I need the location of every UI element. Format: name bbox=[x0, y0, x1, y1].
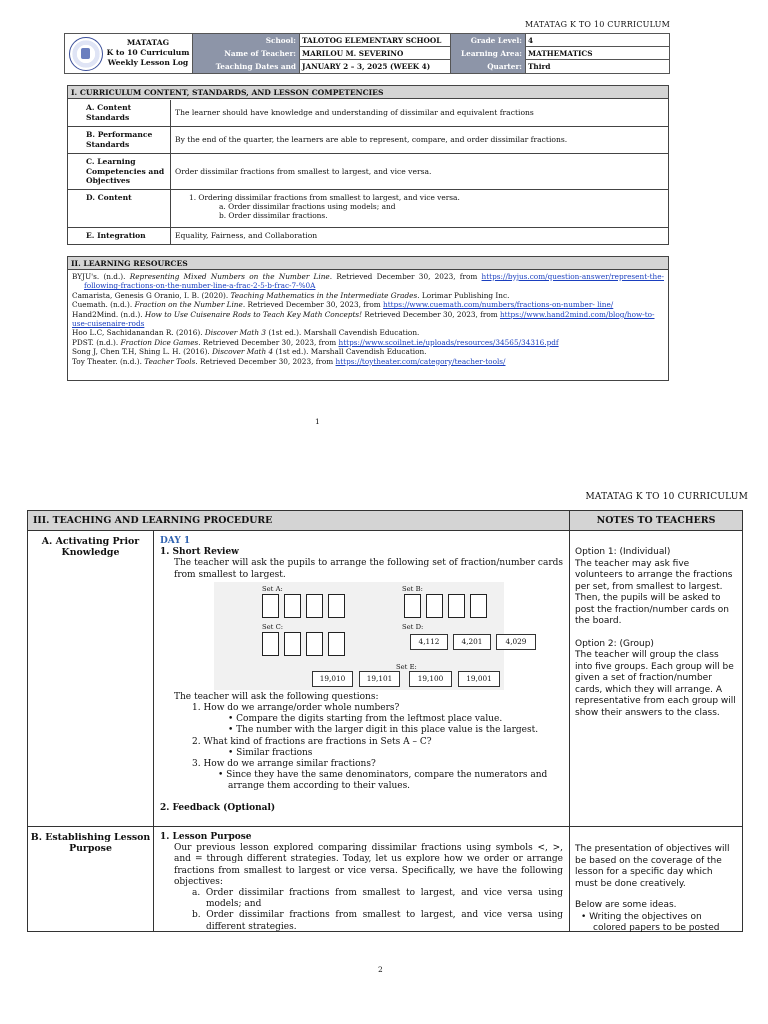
curriculum-header: MATATAG K TO 10 CURRICULUM bbox=[524, 20, 670, 29]
notes-title: NOTES TO TEACHERS bbox=[570, 511, 742, 531]
reference-author: BYJU's. (n.d.). bbox=[72, 272, 130, 281]
page-2 bbox=[0, 480, 768, 1024]
area-label: Learning Area: bbox=[451, 47, 525, 60]
row-key: D. Content bbox=[68, 190, 171, 227]
section-title: II. LEARNING RESOURCES bbox=[68, 257, 668, 270]
question: 3. How do we arrange similar fractions? bbox=[192, 759, 376, 770]
reference-item bbox=[72, 310, 664, 329]
school-value: TALOTOG ELEMENTARY SCHOOL bbox=[299, 34, 451, 47]
reference-title: Representing Mixed Numbers on the Number Line bbox=[129, 272, 330, 281]
fraction-card bbox=[284, 594, 301, 618]
reference-item bbox=[72, 328, 664, 337]
day-label: DAY 1 bbox=[160, 536, 191, 546]
row-value bbox=[171, 190, 668, 227]
reference-item bbox=[72, 347, 664, 356]
content-item: 1. Ordering dissimilar fractions from smallest to largest, and vice versa. bbox=[189, 193, 460, 202]
procedure-table bbox=[27, 510, 743, 932]
reference-details: . Retrieved December 30, 2023, from bbox=[242, 300, 384, 310]
fraction-card bbox=[306, 594, 323, 618]
note-paragraph: Option 2: (Group) bbox=[575, 638, 654, 649]
row-value: Equality, Fairness, and Collaboration bbox=[175, 231, 318, 241]
logo-line: MATATAG bbox=[126, 38, 170, 47]
reference-title: Fraction on the Number Line bbox=[134, 300, 243, 310]
activity-cell bbox=[154, 531, 570, 826]
reference-link[interactable]: https://www.cuemath.com/numbers/fractions-on-number- line/ bbox=[383, 300, 614, 310]
fraction-card bbox=[262, 594, 279, 618]
reference-item bbox=[72, 338, 664, 347]
content-item: b. Order dissimilar fractions. bbox=[219, 211, 328, 221]
header-row-dates bbox=[193, 60, 669, 84]
activating-prior-knowledge-row bbox=[28, 531, 742, 827]
performance-standards-row bbox=[68, 127, 668, 154]
notes-cell bbox=[570, 531, 742, 826]
reference-details: . Lorimar Publishing Inc. bbox=[417, 290, 510, 300]
review-intro: The teacher will ask the pupils to arrange the following set of fraction/number cards from smallest to largest. bbox=[174, 558, 563, 580]
objective: b. Order dissimilar fractions from smallest to largest, and vice versa using different strategies. bbox=[192, 910, 563, 932]
note-paragraph: The presentation of objectives will be based on the coverage of the lesson for a specific day which must be done creatively. bbox=[575, 844, 730, 889]
row-value: The learner should have knowledge and understanding of dissimilar and equivalent fractions bbox=[175, 108, 534, 118]
grade-label: Grade Level: bbox=[451, 34, 525, 47]
fraction-card bbox=[328, 632, 345, 656]
fraction-card bbox=[448, 594, 465, 618]
note-paragraph: The teacher may ask five volunteers to arrange the fractions per set, from smallest to largest. Then, the pupils will be asked to post the fraction/number cards on the board. bbox=[575, 558, 733, 626]
logo-line: K to 10 Curriculum bbox=[106, 48, 190, 57]
content-item: a. Order dissimilar fractions using models; and bbox=[219, 202, 396, 212]
number-card: 19,100 bbox=[409, 671, 452, 687]
row-label: B. Establishing Lesson Purpose bbox=[28, 827, 154, 931]
answer: • Compare the digits starting from the leftmost place value. bbox=[228, 714, 503, 725]
integration-row bbox=[68, 228, 668, 244]
reference-link[interactable]: https://www.hand2mind.com/blog/how-to-use-cuisenaire-rods bbox=[72, 309, 655, 329]
content-standards-row bbox=[68, 100, 668, 127]
logo-cell bbox=[65, 34, 193, 73]
short-review-heading: 1. Short Review bbox=[160, 547, 239, 558]
number-card: 4,112 bbox=[410, 634, 448, 650]
number-card: 4,201 bbox=[453, 634, 491, 650]
header-row-school bbox=[193, 34, 669, 47]
row-value: Order dissimilar fractions from smallest to largest, and vice versa. bbox=[175, 166, 432, 176]
fraction-card bbox=[284, 632, 301, 656]
page-1 bbox=[0, 0, 768, 440]
fraction-card bbox=[262, 632, 279, 656]
deped-seal-icon bbox=[69, 37, 103, 71]
fraction-cards-figure bbox=[214, 582, 527, 690]
curriculum-header: MATATAG K TO 10 CURRICULUM bbox=[585, 492, 748, 502]
notes-cell bbox=[570, 827, 742, 931]
content-row bbox=[68, 190, 668, 228]
dates-label: Teaching Dates and Time: bbox=[193, 60, 299, 73]
reference-author: Cuemath. (n.d.). bbox=[72, 300, 135, 310]
quarter-value: Third bbox=[525, 60, 669, 73]
reference-title: Discover Math 3 bbox=[204, 328, 266, 338]
reference-details: (1st ed.). Marshall Cavendish Education. bbox=[273, 347, 427, 357]
question: 1. How do we arrange/order whole numbers? bbox=[192, 703, 400, 714]
fraction-card bbox=[404, 594, 421, 618]
feedback-heading: 2. Feedback (Optional) bbox=[160, 802, 276, 813]
section-title: I. CURRICULUM CONTENT, STANDARDS, AND LESSON COMPETENCIES bbox=[68, 86, 668, 99]
fraction-card bbox=[470, 594, 487, 618]
school-label: School: bbox=[193, 34, 299, 47]
row-key: A. Content Standards bbox=[68, 100, 171, 126]
establishing-lesson-purpose-row bbox=[28, 827, 742, 931]
lesson-purpose-heading: 1. Lesson Purpose bbox=[160, 832, 252, 842]
reference-details: . Retrieved December 30, 2023, from bbox=[198, 337, 339, 347]
answer: • The number with the larger digit in this place value is the largest. bbox=[228, 725, 539, 736]
reference-link[interactable]: https://byjus.com/question-answer/represent-the-following-fractions-on-the-number-line-a-frac-2-5-b-frac-7-%0A bbox=[84, 272, 665, 291]
number-card: 19,101 bbox=[359, 671, 400, 687]
reference-link[interactable]: https://www.scoilnet.ie/uploads/resources/34565/34316.pdf bbox=[338, 337, 559, 347]
set-label: Set E: bbox=[396, 662, 417, 671]
row-key: E. Integration bbox=[68, 228, 171, 244]
logo-title bbox=[103, 38, 193, 68]
curriculum-section bbox=[67, 85, 669, 245]
dates-value: JANUARY 2 – 3, 2025 (WEEK 4) bbox=[299, 60, 451, 73]
learning-competencies-row bbox=[68, 154, 668, 190]
reference-item bbox=[72, 272, 664, 291]
number-card: 19,001 bbox=[458, 671, 500, 687]
logo-line: Weekly Lesson Log bbox=[107, 58, 189, 67]
lesson-log-header bbox=[64, 33, 670, 84]
set-label: Set B: bbox=[402, 584, 423, 593]
teacher-label: Name of Teacher: bbox=[193, 47, 299, 60]
reference-title: Fraction Dice Games bbox=[120, 337, 199, 347]
page-number: 2 bbox=[378, 965, 383, 974]
reference-item bbox=[72, 357, 664, 366]
reference-author: PDST. (n.d.). bbox=[72, 337, 121, 347]
set-label: Set A: bbox=[262, 584, 283, 593]
reference-author: Camarista, Genesis G Oranio, I. B. (2020). bbox=[72, 290, 231, 300]
reference-item bbox=[72, 291, 664, 300]
reference-author: Hand2Mind. (n.d.). bbox=[72, 309, 145, 319]
reference-details: . Retrieved December 30, 2023, from bbox=[195, 356, 336, 366]
row-key: B. Performance Standards bbox=[68, 127, 171, 153]
reference-details: (1st ed.). Marshall Cavendish Education. bbox=[266, 328, 420, 338]
fraction-card bbox=[426, 594, 443, 618]
questions-intro: The teacher will ask the following questions: bbox=[174, 691, 379, 702]
reference-title: Teacher Tools bbox=[144, 356, 196, 366]
reference-link[interactable]: https://toytheater.com/category/teacher-tools/ bbox=[335, 356, 506, 366]
procedure-title: III. TEACHING AND LEARNING PROCEDURE bbox=[28, 511, 570, 531]
grade-value: 4 bbox=[525, 34, 669, 47]
reference-list bbox=[68, 270, 668, 368]
reference-author: Toy Theater. (n.d.). bbox=[72, 356, 145, 366]
set-label: Set C: bbox=[262, 622, 284, 631]
quarter-label: Quarter: bbox=[451, 60, 525, 73]
header-row-teacher bbox=[193, 47, 669, 60]
number-card: 19,010 bbox=[312, 671, 353, 687]
fraction-card bbox=[328, 594, 345, 618]
fraction-card bbox=[306, 632, 323, 656]
page-number: 1 bbox=[315, 417, 320, 426]
number-card: 4,029 bbox=[496, 634, 536, 650]
activity-cell bbox=[154, 827, 570, 931]
set-label: Set D: bbox=[402, 622, 424, 631]
row-value: By the end of the quarter, the learners are able to represent, compare, and order dissimilar fractions. bbox=[175, 135, 568, 145]
reference-title: Teaching Mathematics in the Intermediate Grades bbox=[230, 290, 418, 300]
answer: • Since they have the same denominators, compare the numerators and arrange them according to their values. bbox=[218, 770, 548, 792]
answer: • Similar fractions bbox=[228, 747, 313, 758]
row-key: C. Learning Competencies and Objectives bbox=[68, 154, 171, 189]
reference-title: Discover Math 4 bbox=[212, 347, 274, 357]
purpose-text: Our previous lesson explored comparing dissimilar fractions using symbols <, >, and = through different strategies. Today, let us explore how we order or arrange fractions from smallest to largest or vice versa. Specifically, we have the following objectives: bbox=[174, 843, 563, 887]
teacher-value: MARILOU M. SEVERINO bbox=[299, 47, 451, 60]
question: 2. What kind of fractions are fractions in Sets A – C? bbox=[192, 736, 432, 747]
note-paragraph: • Writing the objectives on colored papers to be posted bbox=[581, 911, 720, 933]
reference-author: Song J, Chen T.H, Shing L. H. (2016). bbox=[72, 347, 213, 357]
note-paragraph: Option 1: (Individual) bbox=[575, 547, 671, 557]
learning-resources-section bbox=[67, 256, 669, 381]
area-value: MATHEMATICS bbox=[525, 47, 669, 60]
note-paragraph: Below are some ideas. bbox=[575, 900, 677, 910]
reference-title: How to Use Cuisenaire Rods to Teach Key Math Concepts! bbox=[144, 309, 363, 319]
note-paragraph: The teacher will group the class into five groups. Each group will be given a set of fraction/number cards, which they will arrange. A representative from each group will show their answers to the class. bbox=[575, 650, 736, 718]
objective: a. Order dissimilar fractions from smallest to largest, and vice versa using models; and bbox=[192, 888, 563, 910]
reference-details: Retrieved December 30, 2023, from bbox=[362, 309, 500, 319]
reference-item bbox=[72, 300, 664, 309]
reference-author: Hoo L.C, Sachidanandan R. (2016). bbox=[72, 328, 205, 338]
row-label: A. Activating Prior Knowledge bbox=[28, 531, 154, 826]
reference-details: . Retrieved December 30, 2023, from bbox=[329, 272, 482, 281]
